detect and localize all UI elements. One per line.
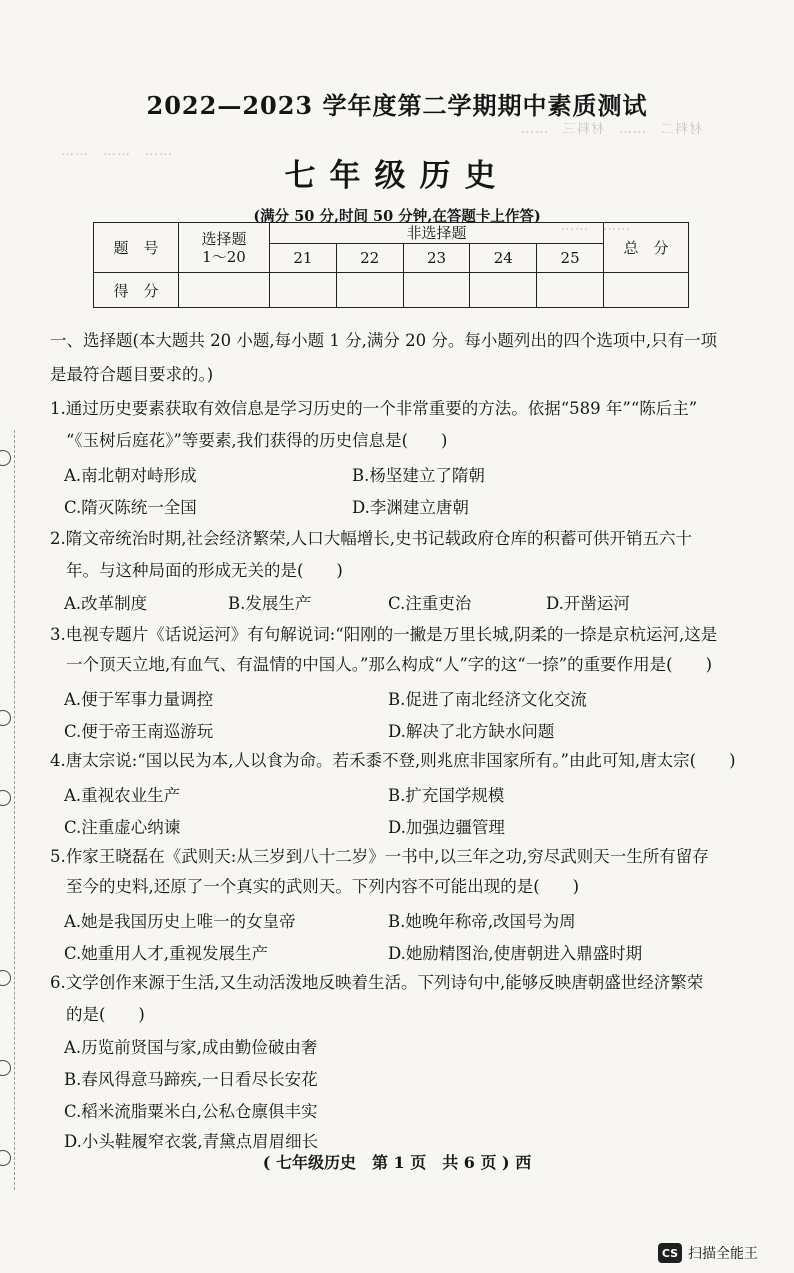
bleed-through-text: …… …… …… — [60, 144, 173, 159]
question-6-stem: 6.文学创作来源于生活,又生动活泼地反映着生活。下列诗句中,能够反映唐朝盛世经济繁荣 — [50, 973, 704, 992]
option-5c: C.她重用人才,重视发展生产 — [64, 944, 269, 963]
question-2-stem: 年。与这种局面的形成无关的是( ) — [66, 561, 343, 580]
question-1-stem: “《玉树后庭花》”等要素,我们获得的历史信息是( ) — [66, 431, 448, 450]
col-22: 22 — [337, 244, 404, 272]
question-3-stem: 一个顶天立地,有血气、有温情的中国人。”那么构成“人”字的这“一捺”的重要作用是( ) — [66, 655, 713, 674]
option-2d: D.开凿运河 — [546, 594, 630, 613]
punch-hole — [0, 710, 11, 726]
bleed-through-text: …… …… — [560, 219, 631, 234]
score-cell — [404, 273, 471, 307]
option-3a: A.便于军事力量调控 — [64, 690, 214, 709]
bleed-through-text: 材料二 …… 材料三 …… — [520, 122, 703, 137]
punch-hole — [0, 970, 11, 986]
option-2c: C.注重吏治 — [388, 594, 472, 613]
exam-subject: 七年级历史 — [284, 158, 510, 194]
col-23: 23 — [404, 244, 471, 272]
row-label-score: 得 分 — [94, 273, 179, 308]
option-1b: B.杨坚建立了隋朝 — [352, 466, 485, 485]
punch-hole — [0, 450, 11, 466]
punch-hole — [0, 790, 11, 806]
camscanner-icon: CS — [658, 1243, 682, 1263]
option-1c: C.隋灭陈统一全国 — [64, 498, 197, 517]
option-2b: B.发展生产 — [228, 594, 312, 613]
option-2a: A.改革制度 — [64, 594, 148, 613]
choice-header — [179, 223, 270, 273]
question-2-stem: 2.隋文帝统治时期,社会经济繁荣,人口大幅增长,史书记载政府仓库的积蓄可供开销五六十 — [50, 529, 692, 548]
option-4a: A.重视农业生产 — [64, 786, 181, 805]
nonchoice-label: 非选择题 — [270, 223, 603, 244]
choice-label: 选择题 — [201, 229, 247, 248]
option-4b: B.扩充国学规模 — [388, 786, 505, 805]
option-6a: A.历览前贤国与家,成由勤俭破由奢 — [64, 1038, 318, 1057]
question-1-stem: 1.通过历史要素获取有效信息是学习历史的一个非常重要的方法。依据“589 年”“陈后主” — [50, 399, 698, 418]
col-25: 25 — [560, 249, 580, 267]
option-5d: D.她励精图治,使唐朝进入鼎盛时期 — [388, 944, 643, 963]
scanner-watermark — [658, 1240, 758, 1266]
question-4-stem: 4.唐太宗说:“国以民为本,人以食为命。若禾黍不登,则兆庶非国家所有。”由此可知,唐太宗( ) — [50, 751, 736, 770]
option-3b: B.促进了南北经济文化交流 — [388, 690, 587, 709]
question-3-stem: 3.电视专题片《话说运河》有句解说词:“阳刚的一撇是万里长城,阴柔的一捺是京杭运河,这是 — [50, 625, 718, 644]
question-5-stem: 至今的史料,还原了一个真实的武则天。下列内容不可能出现的是( ) — [66, 877, 580, 896]
score-cell — [537, 273, 603, 307]
punch-hole — [0, 1060, 11, 1076]
question-5-stem: 5.作家王晓磊在《武则天:从三岁到八十二岁》一书中,以三年之功,穷尽武则天一生所有留存 — [50, 847, 709, 866]
option-6d: D.小头鞋履窄衣裳,青黛点眉眉细长 — [64, 1132, 319, 1151]
row-label-question-number: 题 号 — [94, 223, 179, 273]
exam-title: 2022—2023 学年度第二学期期中素质测试 — [146, 91, 648, 120]
col-21: 21 — [270, 244, 337, 272]
exam-note: (满分 50 分,时间 50 分钟,在答题卡上作答) — [253, 208, 541, 225]
score-cell-choice — [179, 273, 270, 308]
score-table — [93, 222, 689, 308]
page-footer: ( 七年级历史 第 1 页 共 6 页 ) 西 — [262, 1153, 532, 1172]
score-cell — [337, 273, 404, 307]
nonchoice-header — [270, 223, 604, 273]
section-intro-line: 一、选择题(本大题共 20 小题,每小题 1 分,满分 20 分。每小题列出的四个选项中,只有一项 — [50, 331, 718, 350]
option-5a: A.她是我国历史上唯一的女皇帝 — [64, 912, 296, 931]
binding-margin — [0, 430, 15, 1190]
question-6-stem: 的是( ) — [66, 1005, 145, 1024]
option-6c: C.稻米流脂粟米白,公私仓廪俱丰实 — [64, 1102, 318, 1121]
option-3c: C.便于帝王南巡游玩 — [64, 722, 214, 741]
option-1d: D.李渊建立唐朝 — [352, 498, 469, 517]
scanner-label: 扫描全能王 — [688, 1246, 758, 1262]
total-header: 总 分 — [604, 223, 689, 273]
choice-range: 1～20 — [202, 247, 246, 266]
option-5b: B.她晚年称帝,改国号为周 — [388, 912, 576, 931]
option-3d: D.解决了北方缺水问题 — [388, 722, 555, 741]
option-4c: C.注重虚心纳谏 — [64, 818, 181, 837]
score-cell — [270, 273, 337, 307]
option-4d: D.加强边疆管理 — [388, 818, 505, 837]
option-6b: B.春风得意马蹄疾,一日看尽长安花 — [64, 1070, 318, 1089]
col-24: 24 — [470, 244, 537, 272]
option-1a: A.南北朝对峙形成 — [64, 466, 197, 485]
section-intro-line: 是最符合题目要求的。) — [50, 365, 214, 384]
score-cell-total — [604, 273, 689, 308]
score-cells-nonchoice — [270, 273, 604, 308]
score-cell — [470, 273, 537, 307]
